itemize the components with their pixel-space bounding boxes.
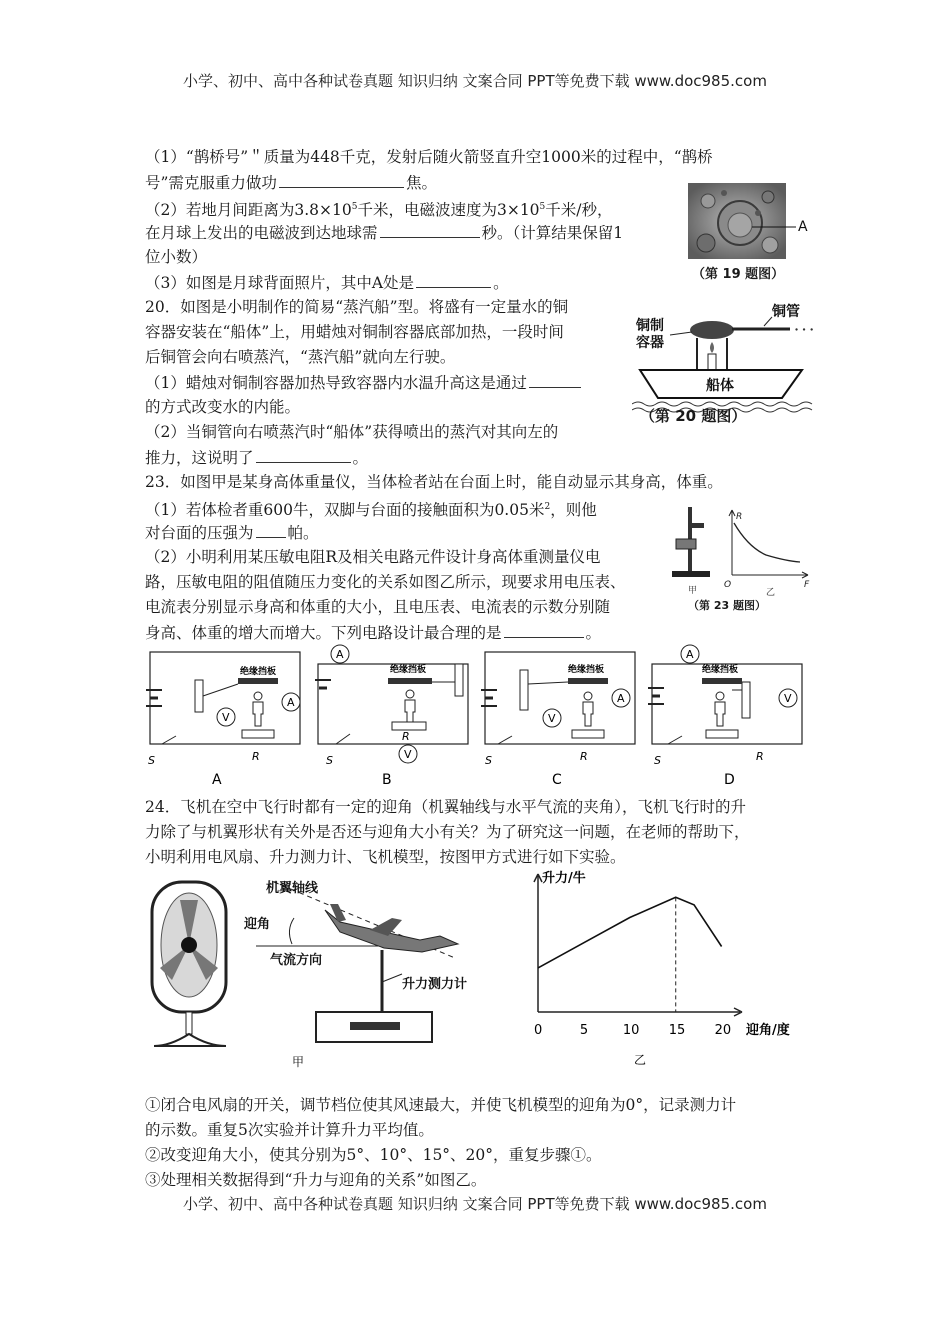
svg-text:气流方向: 气流方向	[270, 953, 323, 968]
chart-xlabel: 迎角/度	[746, 1023, 790, 1038]
q19-blank-time[interactable]	[380, 220, 480, 238]
circuit-options	[140, 640, 820, 790]
q20-line4: （1）蜡烛对铜制容器加热导致容器内水温升高这是通过	[145, 370, 583, 396]
q20-caption: （第 20 题图）	[640, 407, 747, 425]
svg-text:F: F	[804, 580, 810, 590]
svg-text:绝缘挡板: 绝缘挡板	[568, 665, 605, 675]
svg-text:船体: 船体	[706, 378, 734, 394]
q23-line6: 电流表分别显示身高和体重的大小，且电压表、电流表的示数分别随	[145, 598, 611, 616]
svg-text:V: V	[784, 692, 792, 705]
q19-line1b: 号”需克服重力做功 焦。	[145, 170, 437, 196]
page-header: 小学、初中、高中各种试卷真题 知识归纳 文案合同 PPT等免费下载 www.doc985.com	[183, 72, 767, 90]
svg-text:A: A	[287, 696, 295, 709]
svg-text:S: S	[485, 754, 492, 767]
chart-figure-label: 乙	[634, 1053, 647, 1067]
q20-blank-conclusion[interactable]	[256, 445, 351, 463]
svg-text:V: V	[404, 748, 412, 761]
svg-text:S: S	[148, 754, 155, 767]
q24-line3: 小明利用电风扇、升力测力计、飞机模型，按图甲方式进行如下实验。	[145, 848, 626, 866]
q19-line4: 位小数）	[145, 248, 208, 266]
page-footer: 小学、初中、高中各种试卷真题 知识归纳 文案合同 PPT等免费下载 www.doc985.com	[183, 1195, 767, 1213]
q19-blank-feature[interactable]	[416, 270, 491, 288]
q19-line5: （3）如图是月球背面照片，其中A处是 。	[145, 270, 509, 296]
instrument-base	[672, 571, 710, 577]
q20-line5: 的方式改变水的内能。	[145, 398, 301, 416]
x-tick-label: 10	[622, 1023, 640, 1038]
q20-line2: 容器安装在“船体”上，用蜡烛对铜制容器底部加热，一段时间	[145, 323, 564, 341]
svg-text:R: R	[736, 512, 743, 522]
q23-line7: 身高、体重的增大而增大。下列电路设计最合理的是 。	[145, 620, 601, 646]
circuit-b[interactable]	[315, 645, 468, 788]
svg-text:V: V	[548, 712, 556, 725]
svg-text:S: S	[654, 754, 661, 767]
q24-step3: ③处理相关数据得到“升力与迎角的关系”如图乙。	[145, 1171, 487, 1189]
q20-line3: 后铜管会向右喷蒸汽，“蒸汽船”就向左行驶。	[145, 348, 456, 366]
q24-step2: ②改变迎角大小，使其分别为5°、10°、15°、20°，重复步骤①。	[145, 1146, 602, 1164]
q20-line1: 20．如图是小明制作的简易“蒸汽船”型。将盛有一定量水的铜	[145, 298, 569, 316]
svg-text:∙ ∙ ∙: ∙ ∙ ∙	[794, 325, 815, 334]
q23-line5: 路，压敏电阻的阻值随压力变化的关系如图乙所示，现要求用电压表、	[145, 573, 626, 591]
q23-line4: （2）小明利用某压敏电阻R及相关电路元件设计身高体重测量仪电	[145, 548, 601, 566]
q23-blank-answer[interactable]	[504, 620, 584, 638]
moon-photo	[688, 183, 818, 261]
q19-caption: （第 19 题图）	[692, 267, 785, 282]
svg-text:A: A	[212, 772, 222, 788]
svg-text:O: O	[724, 580, 732, 590]
lift-series-line	[538, 897, 722, 968]
q20-blank-method[interactable]	[529, 370, 581, 388]
svg-text:乙: 乙	[766, 588, 776, 598]
svg-text:R: R	[580, 750, 588, 763]
svg-text:容器: 容器	[636, 335, 664, 351]
q23-figure	[668, 505, 818, 605]
q24-line2: 力除了与机翼形状有关外是否还与迎角大小有关？为了研究这一问题，在老师的帮助下，	[145, 823, 750, 841]
svg-text:升力测力计: 升力测力计	[402, 977, 468, 992]
circuit-a[interactable]	[146, 652, 300, 788]
q24-fig-jia	[140, 870, 500, 1070]
lift-angle-chart	[510, 868, 810, 1068]
q19-blank-work[interactable]	[279, 170, 404, 188]
chart-ylabel: 升力/牛	[542, 871, 586, 886]
svg-text:甲: 甲	[292, 1055, 305, 1069]
fan-base	[154, 1034, 226, 1046]
svg-text:绝缘挡板: 绝缘挡板	[390, 665, 427, 675]
q23-blank-pressure[interactable]	[256, 520, 286, 538]
q24-step1: ①闭合电风扇的开关，调节档位使其风速最大，并使飞机模型的迎角为0°，记录测力计	[145, 1096, 737, 1114]
q23-line2: （1）若体检者重600牛，双脚与台面的接触面积为0.05米$^2$，则他	[145, 501, 597, 520]
svg-text:A: A	[617, 692, 625, 705]
copper-container	[690, 321, 734, 339]
svg-text:D: D	[724, 772, 735, 788]
svg-text:A: A	[686, 648, 694, 661]
yi-curve	[734, 523, 800, 562]
q20-line6: （2）当铜管向右喷蒸汽时“船体”获得喷出的蒸汽对其向左的	[145, 423, 559, 441]
q19-line1: （1）“鹊桥号”＂质量为448千克，发射后随火箭竖直升空1000米的过程中，“鹊桥	[145, 148, 713, 166]
svg-text:A: A	[336, 648, 344, 661]
svg-text:迎角: 迎角	[244, 917, 271, 932]
svg-text:机翼轴线: 机翼轴线	[266, 881, 319, 896]
q24-line1: 24．飞机在空中飞行时都有一定的迎角（机翼轴线与水平气流的夹角），飞机飞行时的升	[145, 798, 746, 816]
svg-text:V: V	[222, 711, 230, 724]
svg-text:R: R	[402, 730, 410, 743]
q23-line1: 23．如图甲是某身高体重量仪，当体检者站在台面上时，能自动显示其身高，体重。	[145, 473, 723, 491]
candle	[708, 354, 716, 370]
fan-hub	[181, 937, 197, 953]
q19-line2: （2）若地月间距离为$3.8\times 10^5$千米，电磁波速度为$3\times 10^5$千米/秒，	[145, 201, 613, 220]
svg-text:R: R	[252, 750, 260, 763]
angle-arc	[289, 918, 294, 944]
svg-text:R: R	[756, 750, 764, 763]
q19-line3: 在月球上发出的电磁波到达地球需 秒。（计算结果保留1	[145, 220, 623, 246]
svg-text:绝缘挡板: 绝缘挡板	[240, 667, 277, 677]
q23-caption: （第 23 题图）	[688, 599, 766, 612]
q23-line3: 对台面的压强为 帕。	[145, 520, 319, 546]
svg-text:铜制: 铜制	[636, 318, 664, 334]
svg-text:铜管: 铜管	[772, 304, 800, 320]
x-tick-label: 20	[714, 1023, 732, 1038]
svg-text:甲: 甲	[688, 586, 698, 596]
svg-text:B: B	[382, 772, 392, 788]
circuit-d[interactable]	[648, 645, 802, 788]
svg-text:S: S	[326, 754, 333, 767]
svg-text:绝缘挡板: 绝缘挡板	[702, 665, 739, 675]
circuit-c[interactable]	[481, 652, 635, 788]
q24-step1b: 的示数。重复5次实验并计算升力平均值。	[145, 1121, 434, 1139]
x-tick-label: 0	[534, 1023, 543, 1038]
moon-label-a: A	[798, 219, 808, 235]
x-tick-label: 15	[668, 1023, 686, 1038]
svg-text:C: C	[552, 772, 562, 788]
flame-icon	[710, 342, 714, 353]
x-tick-label: 5	[579, 1023, 589, 1038]
q20-line7: 推力，这说明了 。	[145, 445, 368, 471]
